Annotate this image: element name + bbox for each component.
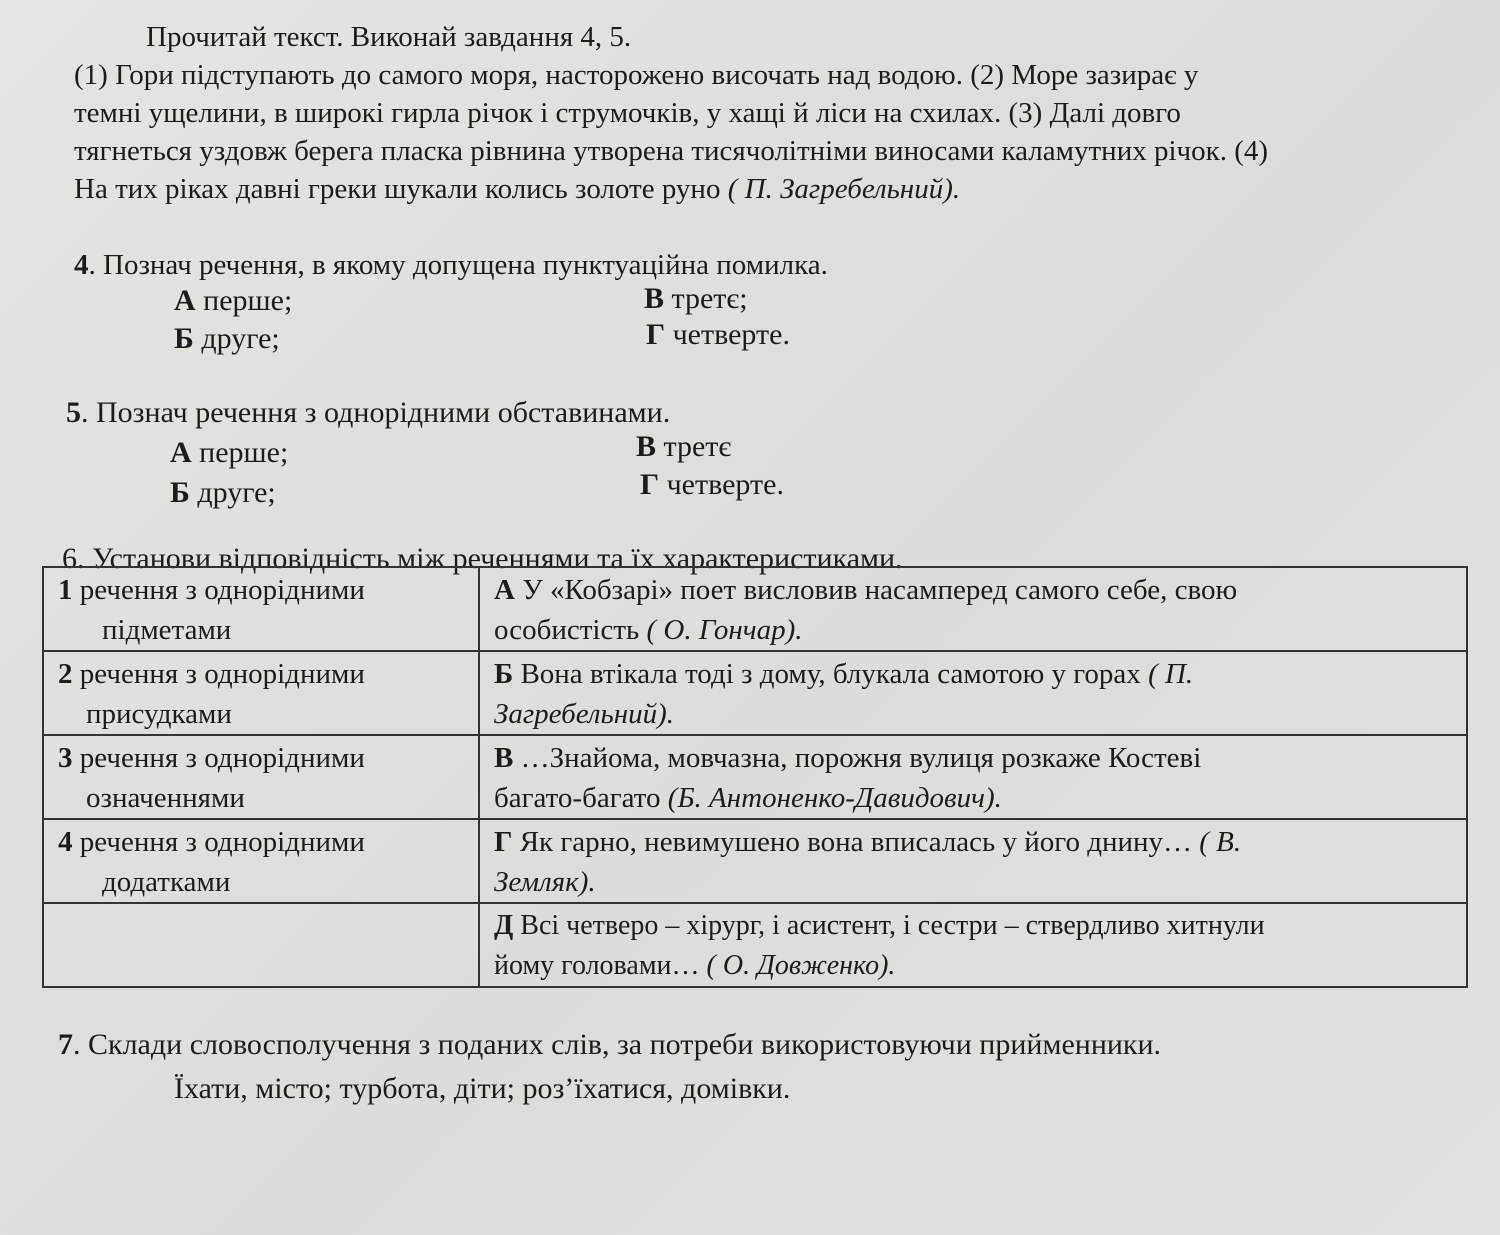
intro-instruction: Прочитай текст. Виконай завдання 4, 5.: [146, 21, 632, 53]
task4-option-c-letter: В: [644, 282, 665, 315]
task5-option-d-text: четверте.: [659, 468, 784, 501]
task4-option-b-letter: Б: [174, 322, 194, 355]
left-3-b: означеннями: [86, 782, 245, 814]
task4-option-a: [174, 282, 292, 320]
left-3-num: 3: [58, 742, 73, 774]
right-cell-a: [479, 567, 1467, 651]
task5-option-a-letter: А: [170, 436, 192, 469]
text-line-3: тягнеться уздовж берега пласка рівнина утворена тисячолітніми виносами каламутних річок. (4): [74, 135, 1269, 167]
right-d-text: Як гарно, невимушено вона вписалась у його днину…: [512, 826, 1200, 858]
right-d-source1: ( В.: [1199, 826, 1242, 858]
right-a-letter: А: [494, 574, 515, 606]
table-row: [43, 735, 1467, 819]
left-cell-1: [43, 567, 479, 651]
left-1-b: підметами: [102, 614, 232, 646]
left-cell-3: [43, 735, 479, 819]
task5-question: [66, 394, 670, 432]
right-d-source: Земляк).: [494, 866, 596, 898]
text-line-4-body: На тих ріках давні греки шукали колись золоте руно: [74, 173, 721, 205]
right-a-text: У «Кобзарі» поет висловив насамперед самого себе, свою: [514, 574, 1238, 606]
matching-table: [42, 566, 1468, 988]
task4-question: [74, 246, 828, 284]
left-4-num: 4: [58, 826, 73, 858]
left-2-b: присудками: [86, 698, 232, 730]
text-line-2: темні ущелини, в широкі гирла річок і струмочків, у хащі й ліси на схилах. (3) Далі довго: [74, 97, 1181, 129]
task5-option-a: [170, 434, 288, 472]
task5-text: . Познач речення з однорідними обставинами.: [81, 396, 671, 429]
task4-number: 4: [74, 249, 89, 281]
task4-option-d-text: четверте.: [665, 318, 790, 351]
task4-option-a-letter: А: [174, 284, 196, 317]
left-cell-2: [43, 651, 479, 735]
text-line-4: [74, 170, 960, 208]
right-a-source: ( О. Гончар).: [646, 614, 803, 646]
task7-words: Їхати, місто; турбота, діти; роз’їхатися, домівки.: [174, 1072, 791, 1105]
text-line-1: (1) Гори підступають до самого моря, насторожено височать над водою. (2) Море зазирає у: [74, 59, 1199, 91]
right-c-text: …Знайома, мовчазна, порожня вулиця розкаже Костеві: [513, 742, 1202, 774]
task5-option-b: [170, 474, 276, 512]
left-1-num: 1: [58, 574, 73, 606]
right-c-letter: В: [494, 742, 514, 774]
left-1-a: речення з однорідними: [72, 574, 365, 606]
task4-text: . Познач речення, в якому допущена пунктуаційна помилка.: [88, 249, 828, 281]
task4-option-a-text: перше;: [195, 284, 293, 317]
right-cell-b: [479, 651, 1467, 735]
task5-option-d-letter: Г: [640, 468, 660, 501]
right-cell-e: [479, 903, 1467, 987]
task4-option-d-letter: Г: [646, 318, 666, 351]
table-row: [43, 651, 1467, 735]
right-b-letter: Б: [494, 658, 514, 690]
right-e-letter: Д: [494, 910, 514, 941]
task5-option-b-text: друге;: [189, 476, 276, 509]
task5-number: 5: [66, 396, 81, 429]
right-c-text2: багато-багато: [494, 782, 668, 814]
task5-option-b-letter: Б: [170, 476, 190, 509]
right-b-source1: ( П.: [1148, 658, 1194, 690]
left-2-num: 2: [58, 658, 73, 690]
task7-question: [58, 1026, 1161, 1064]
text-source: ( П. Загребельний).: [727, 173, 961, 205]
task4-option-c-text: третє;: [664, 282, 748, 315]
left-4-b: додатками: [102, 866, 231, 898]
left-2-a: речення з однорідними: [72, 658, 365, 690]
right-e-source: ( О. Довженко).: [706, 950, 896, 981]
left-cell-empty: [43, 903, 479, 987]
right-cell-d: [479, 819, 1467, 903]
left-cell-4: [43, 819, 479, 903]
task5-option-c-text: третє: [656, 430, 732, 463]
task4-option-b: [174, 320, 280, 358]
right-e-text: Всі четверо – хірург, і асистент, і сестри – ствердливо хитнули: [513, 910, 1265, 941]
table-row: [43, 903, 1467, 987]
right-cell-c: [479, 735, 1467, 819]
table-row: [43, 567, 1467, 651]
task7-number: 7: [58, 1028, 73, 1061]
task6-title: 6. Установи відповідність між реченнями та їх характеристиками.: [62, 542, 903, 575]
right-d-letter: Г: [494, 826, 513, 858]
task7-text: . Склади словосполучення з поданих слів, за потреби використовуючи прийменники.: [73, 1028, 1162, 1061]
task5-option-c: [636, 428, 731, 466]
left-4-a: речення з однорідними: [72, 826, 365, 858]
right-b-text: Вона втікала тоді з дому, блукала самотою у горах: [513, 658, 1149, 690]
right-e-text2: йому головами…: [494, 950, 707, 981]
task4-option-d: [646, 316, 790, 354]
task5-option-a-text: перше;: [191, 436, 289, 469]
right-a-text2: особистість: [494, 614, 647, 646]
right-b-source: Загребельний).: [494, 698, 675, 730]
right-c-source: (Б. Антоненко-Давидович).: [667, 782, 1002, 814]
task4-option-c: [644, 280, 748, 318]
task4-option-b-text: друге;: [193, 322, 280, 355]
left-3-a: речення з однорідними: [72, 742, 365, 774]
task5-option-d: [640, 466, 784, 504]
task5-option-c-letter: В: [636, 430, 657, 463]
table-row: [43, 819, 1467, 903]
